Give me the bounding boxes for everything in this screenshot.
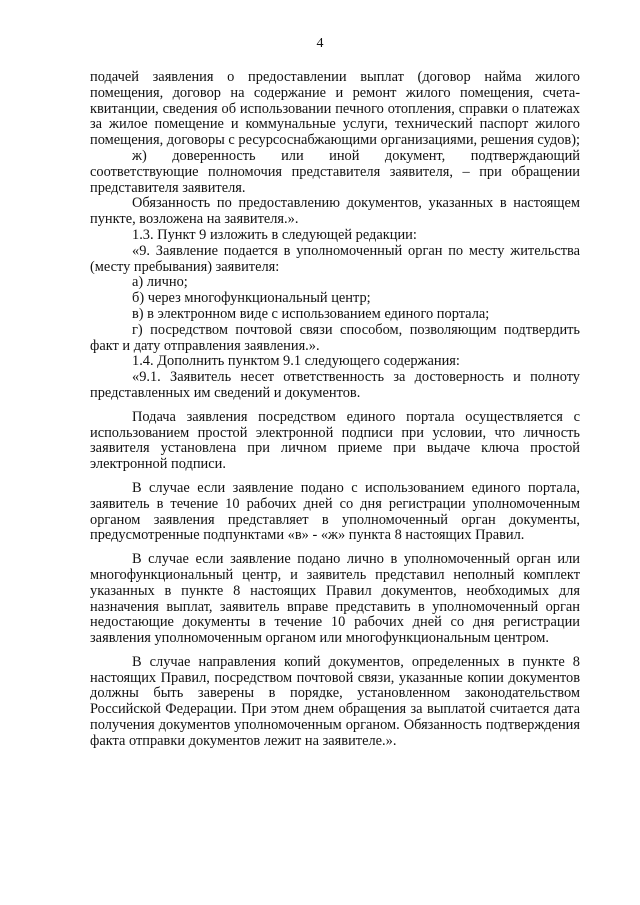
paragraph-clause-9: «9. Заявление подается в уполномоченный орган по месту жительства (месту пребывания) заявителя: <box>90 242 580 275</box>
paragraph-in-person-submission: В случае если заявление подано лично в уполномоченный орган или многофункциональный центр, и заявитель представил неполный комплект указанных в пункте 8 настоящих Правил документов, необходимых для назначения выплат, заявитель вправе представить в уполномоченный орган недостающие документы в течение 10 рабочих дней со дня регистрации заявления уполномоченным органом или многофункциональным центром. <box>90 551 580 647</box>
paragraph-portal-submission: В случае если заявление подано с использованием единого портала, заявитель в течение 10 рабочих дней со дня регистрации уполномоченным органом заявления представляет в уполномоченный орган документы, предусмотренные подпунктами «в» - «ж» пункта 8 настоящих Правил. <box>90 479 580 544</box>
paragraph-clause-9-1: «9.1. Заявитель несет ответственность за достоверность и полноту представленных им сведений и документов. <box>90 369 580 401</box>
page-number: 4 <box>316 36 324 51</box>
paragraph-postal-submission: В случае направления копий документов, определенных в пункте 8 настоящих Правил, посредством почтовой связи, указанные копии документов должны быть заверены в порядке, установленном законодательством Российской Федерации. При этом днем обращения за выплатой считается дата получения документов уполномоченным органом. Обязанность подтверждения факта отправки документов лежит на заявителе.». <box>90 653 580 749</box>
paragraph-1-3-heading: 1.3. Пункт 9 изложить в следующей редакции: <box>132 226 417 243</box>
paragraph-obligation: Обязанность по предоставлению документов, указанных в настоящем пункте, возложена на заявителя.». <box>90 195 580 228</box>
paragraph-item-b: б) через многофункциональный центр; <box>132 290 371 307</box>
paragraph-documents-list-continuation: подачей заявления о предоставлении выплат (договор найма жилого помещения, договор на содержание и ремонт жилого помещения, счета-квитанции, сведения об использовании печного отопления, справки о платежах за жилое помещение и коммунальные услуги, технический паспорт жилого помещения, договоры с ресурсоснабжающими организациями, решения судов); <box>90 69 581 149</box>
paragraph-item-v: в) в электронном виде с использованием единого портала; <box>132 305 490 322</box>
paragraph-1-4-heading: 1.4. Дополнить пунктом 9.1 следующего содержания: <box>132 353 460 370</box>
paragraph-item-g: г) посредством почтовой связи способом, позволяющим подтвердить факт и дату отправления заявления.». <box>90 321 580 354</box>
document-body <box>90 70 580 750</box>
paragraph-item-zh: ж) доверенность или иной документ, подтверждающий соответствующие полномочия представителя заявителя, – при обращении представителя заявителя. <box>90 147 580 196</box>
paragraph-item-a: а) лично; <box>132 274 188 291</box>
paragraph-electronic-signature: Подача заявления посредством единого портала осуществляется с использованием простой электронной подписи при условии, что личность заявителя установлена при личном приеме при выдаче ключа простой электронной подписи. <box>90 408 580 473</box>
